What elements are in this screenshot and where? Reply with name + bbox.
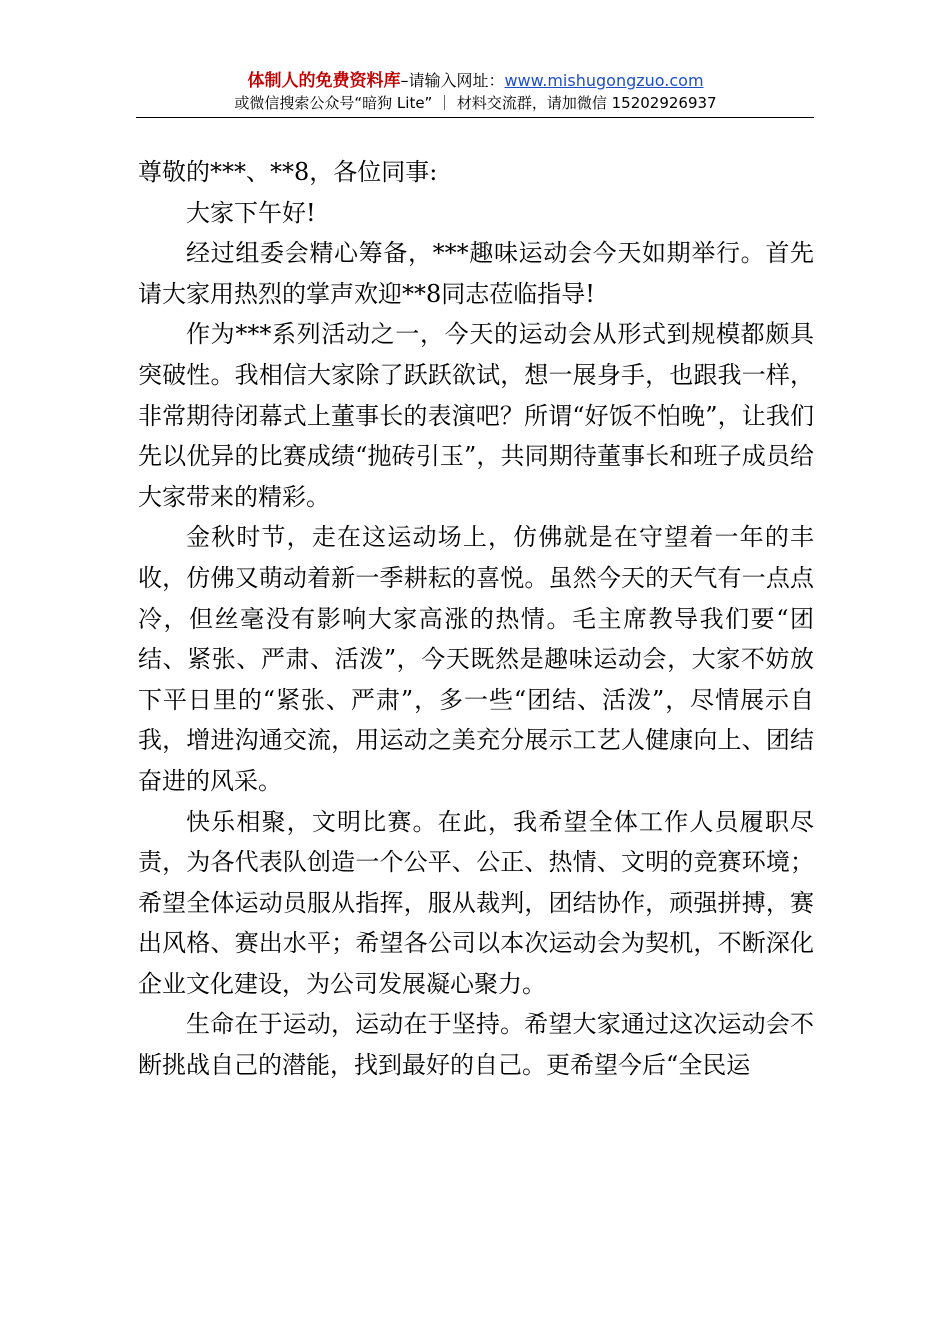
paragraph: 经过组委会精心筹备，***趣味运动会今天如期举行。首先请大家用热烈的掌声欢迎**8同志莅临指导! [138, 239, 814, 308]
header-website-link[interactable]: www.mishugongzuo.com [504, 71, 704, 90]
header-line-1 [138, 70, 813, 92]
paragraph: 生命在于运动，运动在于坚持。希望大家通过这次运动会不断挑战自己的潜能，找到最好的自己。更希望今后“全民运 [138, 1010, 814, 1080]
page-header [138, 70, 813, 114]
header-input-prompt: –请输入网址： [400, 71, 505, 90]
paragraph: 快乐相聚，文明比赛。在此，我希望全体工作人员履职尽责，为各代表队创造一个公平、公正、热情、文明的竞赛环境；希望全体运动员服从指挥，服从裁判，团结协作，顽强拼搏，赛出风格、赛出水平；希望各公司以本次运动会为契机，不断深化企业文化建设，为公司发展凝心聚力。 [138, 807, 814, 998]
paragraph-greeting: 大家下午好! [186, 198, 316, 227]
header-divider [136, 117, 814, 118]
paragraph: 金秋时节，走在这运动场上，仿佛就是在守望着一年的丰收，仿佛又萌动着新一季耕耘的喜悦。虽然今天的天气有一点点冷，但丝毫没有影响大家高涨的热情。毛主席教导我们要“团结、紧张、严肃、活泼”，今天既然是趣味运动会，大家不妨放下平日里的“紧张、严肃”，多一些“团结、活泼”，尽情展示自我，增进沟通交流，用运动之美充分展示工艺人健康向上、团结奋进的风采。 [138, 523, 814, 795]
salutation: 尊敬的***、**8，各位同事: [138, 158, 438, 186]
document-body [138, 152, 814, 1086]
header-line-2: 或微信搜索公众号“暗狗 Lite” ｜ 材料交流群，请加微信 15202926937 [234, 94, 717, 112]
header-brand: 体制人的免费资料库 [247, 71, 401, 91]
paragraph: 作为***系列活动之一，今天的运动会从形式到规模都颇具突破性。我相信大家除了跃跃欲试，想一展身手，也跟我一样，非常期待闭幕式上董事长的表演吧？所谓“好饭不怕晚”，让我们先以优异的比赛成绩“抛砖引玉”，共同期待董事长和班子成员给大家带来的精彩。 [138, 320, 814, 511]
